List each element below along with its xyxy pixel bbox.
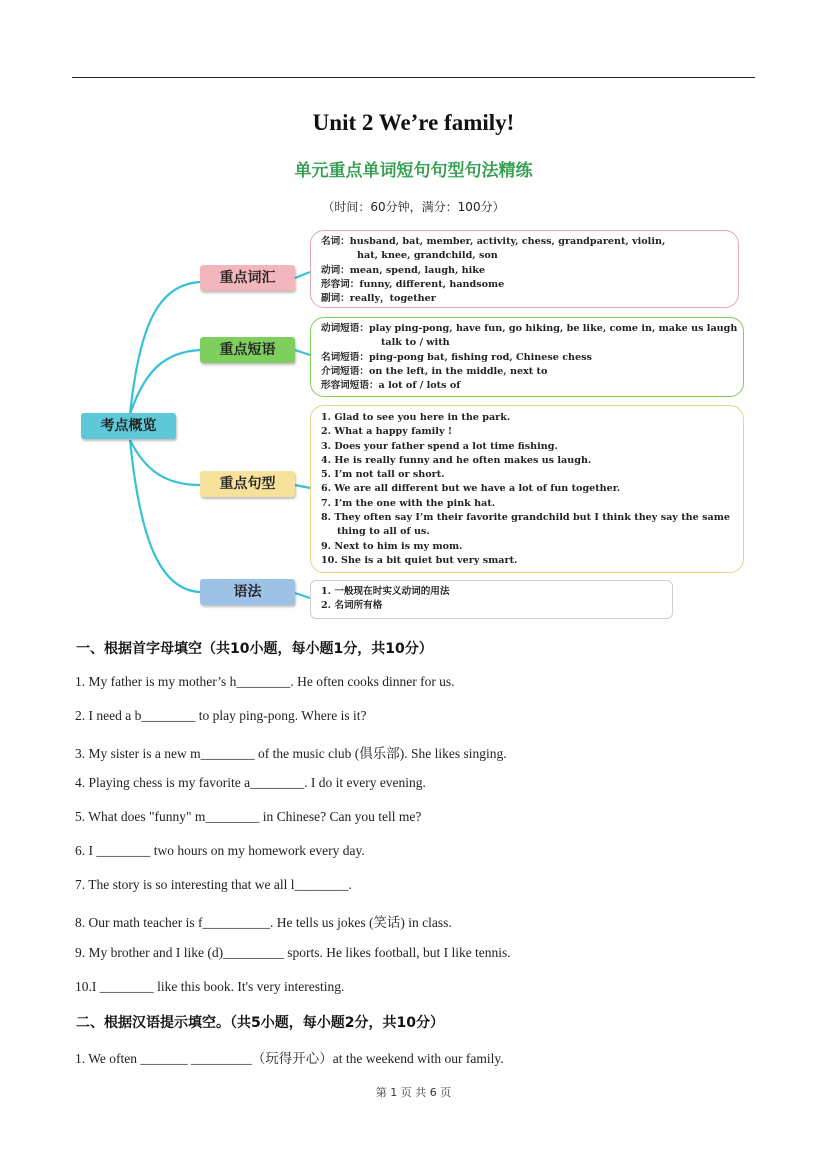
- vocab-line: hat, knee, grandchild, son: [357, 250, 498, 262]
- vocab-line: 动词：mean, spend, laugh, hike: [321, 264, 486, 276]
- question-item: 1. My father is my mother’s h________. He often cooks dinner for us.: [75, 674, 455, 689]
- sentence-line: 6. We are all different but we have a lot of fun together.: [321, 483, 621, 495]
- phrase-line: 形容词短语：a lot of / lots of: [321, 380, 461, 392]
- vocab-line: 副词：really，together: [321, 293, 436, 305]
- vocab-line: 形容词：funny, different, handsome: [321, 278, 505, 290]
- sentence-line: 8. They often say I’m their favorite grandchild but I think they say the same: [321, 512, 730, 524]
- connector-vocab-box: [295, 272, 310, 278]
- section2-heading: 二、根据汉语提示填空。（共5小题，每小题2分，共10分）: [76, 1015, 444, 1031]
- document-subtitle: 单元重点单词短句句型句法精练: [294, 161, 533, 181]
- sentence-line: 10. She is a bit quiet but very smart.: [321, 554, 518, 566]
- sentences-box: [310, 405, 744, 573]
- mindmap-node-vocab: 重点词汇: [200, 265, 295, 291]
- connector-phrases-box: [295, 350, 310, 355]
- sentence-line: thing to all of us.: [337, 526, 430, 538]
- grammar-line: 1. 一般现在时实义动词的用法: [321, 586, 450, 597]
- vocab-line: 名词：husband, bat, member, activity, chess, grandparent, violin,: [321, 236, 666, 247]
- mindmap-node-phrases: 重点短语: [200, 337, 295, 363]
- question-item: 10.I ________ like this book. It's very interesting.: [75, 979, 345, 994]
- connector-phrases: [130, 350, 200, 414]
- question-item: 1. We often _______ _________（玩得开心）at the weekend with our family.: [75, 1051, 504, 1066]
- mindmap-node-sentences: 重点句型: [200, 471, 295, 497]
- question-item: 2. I need a b________ to play ping-pong. Where is it?: [75, 708, 367, 723]
- mindmap-node-grammar: 语法: [200, 579, 295, 605]
- phrase-line: 介词短语：on the left, in the middle, next to: [321, 365, 548, 377]
- section1-heading: 一、根据首字母填空（共10小题，每小题1分，共10分）: [76, 641, 433, 657]
- document-title: Unit 2 We’re family!: [312, 110, 515, 135]
- phrase-line: 动词短语：play ping-pong, have fun, go hiking, be like, come in, make us laugh: [321, 323, 738, 334]
- connector-sentences: [130, 440, 200, 485]
- sentence-line: 4. He is really funny and he often makes us laugh.: [321, 454, 592, 466]
- sentence-line: 2. What a happy family !: [321, 426, 453, 438]
- question-item: 9. My brother and I like (d)_________ sports. He likes football, but I like tennis.: [75, 945, 511, 960]
- grammar-box: [310, 580, 673, 619]
- connector-grammar: [130, 440, 200, 592]
- exam-timing: （时间：60分钟，满分：100分）: [322, 200, 505, 214]
- phrases-box: [310, 317, 744, 397]
- sentence-line: 3. Does your father spend a lot time fishing.: [321, 440, 558, 452]
- connector-vocab: [130, 282, 200, 414]
- phrase-line: 名词短语：ping-pong bat, fishing rod, Chinese chess: [321, 351, 592, 363]
- connector-grammar-box: [295, 593, 310, 598]
- question-item: 7. The story is so interesting that we all l________.: [75, 877, 352, 892]
- sentence-line: 5. I’m not tall or short.: [321, 469, 445, 481]
- sentence-line: 1. Glad to see you here in the park.: [321, 412, 511, 423]
- question-item: 3. My sister is a new m________ of the music club (俱乐部). She likes singing.: [75, 746, 507, 761]
- phrase-line: talk to / with: [381, 337, 450, 349]
- grammar-line: 2. 名词所有格: [321, 600, 383, 612]
- sentence-line: 7. I’m the one with the pink hat.: [321, 497, 496, 509]
- question-item: 4. Playing chess is my favorite a________. I do it every evening.: [75, 775, 426, 790]
- sentence-line: 9. Next to him is my mom.: [321, 540, 463, 552]
- question-item: 8. Our math teacher is f__________. He tells us jokes (笑话) in class.: [75, 915, 452, 930]
- vocab-box: [310, 230, 739, 308]
- question-item: 6. I ________ two hours on my homework every day.: [75, 843, 365, 858]
- question-item: 5. What does "funny" m________ in Chinese? Can you tell me?: [75, 809, 422, 824]
- page-footer: 第 1 页 共 6 页: [375, 1086, 452, 1099]
- connector-sentences-box: [295, 485, 310, 488]
- mindmap-root-node: 考点概览: [81, 413, 176, 439]
